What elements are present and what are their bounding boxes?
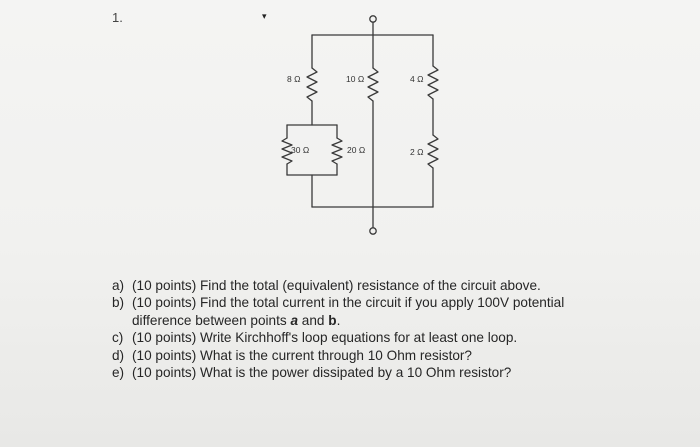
question-text-part: (10 points) What is the current through 10 Ohm resistor? <box>132 347 472 363</box>
question-item <box>112 347 612 364</box>
question-item <box>112 277 612 294</box>
resistor-4-zigzag <box>428 66 438 99</box>
question-letter: e) <box>112 365 125 381</box>
question-item <box>112 329 612 346</box>
question-text-part: (10 points) Find the total current in the circuit if you apply 100V potential difference between points <box>132 295 565 328</box>
question-text <box>132 294 612 329</box>
question-list <box>112 277 612 381</box>
resistor-20-label: 20 Ω <box>347 145 366 155</box>
question-item <box>112 364 612 381</box>
question-text <box>132 329 612 346</box>
question-text <box>132 347 612 364</box>
question-text <box>132 364 612 381</box>
question-letter: d) <box>112 347 125 363</box>
question-letter: b) <box>112 295 125 311</box>
resistor-8-zigzag <box>307 68 317 101</box>
resistor-2-label: 2 Ω <box>410 147 424 157</box>
resistor-10-label: 10 Ω <box>346 74 365 84</box>
cursor-arrow-icon: ▾ <box>262 11 267 21</box>
question-letter: c) <box>112 330 124 346</box>
resistor-20-zigzag <box>332 138 342 164</box>
resistor-4-label: 4 Ω <box>410 74 424 84</box>
question-letter: a) <box>112 278 125 293</box>
point-b-label: b <box>328 312 337 328</box>
resistor-10-zigzag <box>368 68 378 101</box>
point-a-label: a <box>290 312 299 328</box>
resistor-2-zigzag <box>428 135 438 168</box>
terminal-b <box>370 228 376 234</box>
resistor-30-label: 30 Ω <box>291 145 310 155</box>
question-text-part: (10 points) Write Kirchhoff's loop equations for at least one loop. <box>132 330 518 346</box>
terminal-a <box>370 16 376 22</box>
question-text-part: and <box>298 312 329 328</box>
question-item <box>112 294 612 329</box>
problem-number: 1. <box>112 10 123 25</box>
question-text <box>132 277 612 294</box>
question-text-part: . <box>336 312 341 328</box>
question-text-part: (10 points) Find the total (equivalent) resistance of the circuit above. <box>132 278 541 293</box>
resistor-8-label: 8 Ω <box>287 74 301 84</box>
question-text-part: (10 points) What is the power dissipated by a 10 Ohm resistor? <box>132 365 512 381</box>
